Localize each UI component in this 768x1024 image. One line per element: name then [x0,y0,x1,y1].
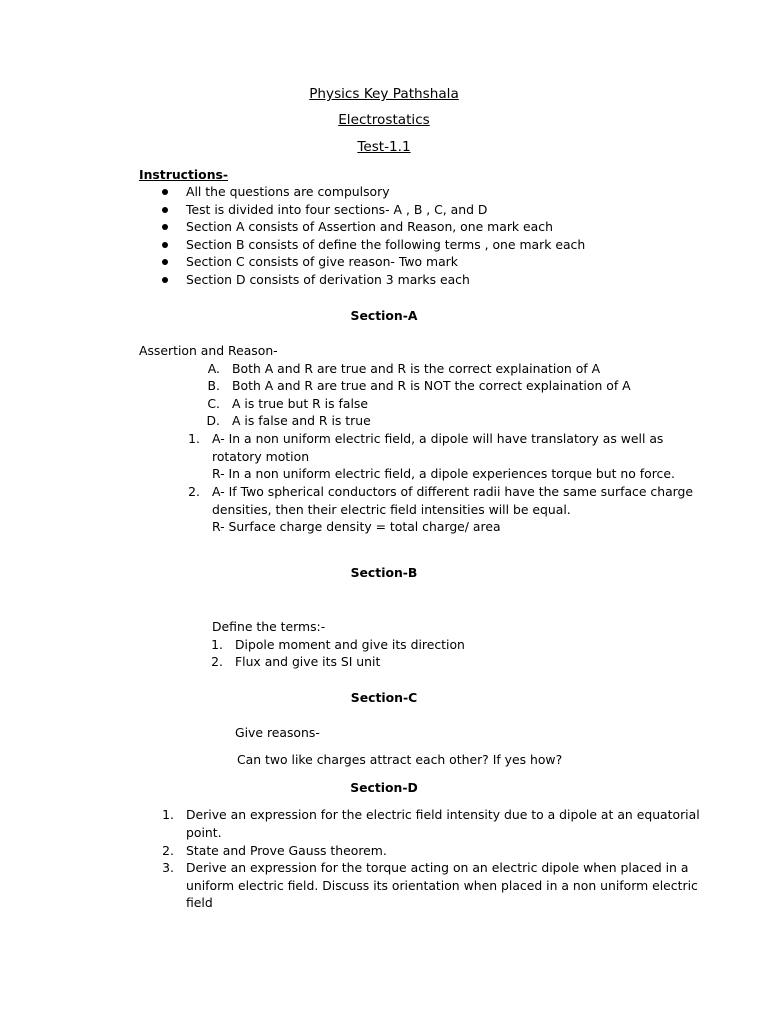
instruction-item: Section A consists of Assertion and Reason, one mark each [186,219,553,234]
assertion-text: A- In a non uniform electric field, a dipole will have translatory as well as [212,431,664,446]
bullet-icon [162,259,168,265]
instructions-heading: Instructions- [139,167,229,182]
define-terms-intro: Define the terms:- [212,619,326,634]
bullet-icon [162,207,168,213]
option-letter: C. [207,396,220,411]
instruction-item: Section B consists of define the following terms , one mark each [186,237,586,252]
document-subject: Electrostatics [338,112,430,128]
section-c-title: Section-C [350,690,418,705]
derivation-text: uniform electric field. Discuss its orientation when placed in a non uniform electric [186,878,698,893]
bullet-icon [162,277,168,283]
section-a-title: Section-A [350,308,418,323]
assertion-text-continued: rotatory motion [212,449,310,464]
section-b-title: Section-B [350,565,418,580]
test-number: Test-1.1 [357,139,411,155]
option-text: A is true but R is false [232,396,368,411]
derivation-text: Derive an expression for the torque acting on an electric dipole when placed in a [186,860,689,875]
question-number: 1. [162,807,174,822]
question-number: 2. [211,654,223,669]
option-letter: B. [207,378,220,393]
bullet-icon [162,224,168,230]
reason-text: R- Surface charge density = total charge/ area [212,519,501,534]
define-term-item: Dipole moment and give its direction [235,637,465,652]
define-term-item: Flux and give its SI unit [235,654,381,669]
bullet-icon [162,189,168,195]
option-text: Both A and R are true and R is NOT the correct explaination of A [232,378,631,393]
section-d-title: Section-D [350,780,418,795]
give-reasons-intro: Give reasons- [235,725,320,740]
question-number: 2. [162,843,174,858]
assertion-text: A- If Two spherical conductors of different radii have the same surface charge [212,484,694,499]
question-number: 1. [211,637,223,652]
instruction-item: Section D consists of derivation 3 marks each [186,272,470,287]
bullet-icon [162,242,168,248]
assertion-reason-intro: Assertion and Reason- [139,343,278,358]
instruction-item: Test is divided into four sections- A , B , C, and D [186,202,488,217]
reason-text: R- In a non uniform electric field, a dipole experiences torque but no force. [212,466,675,481]
derivation-text: field [186,895,213,910]
option-text: A is false and R is true [232,413,371,428]
option-letter: A. [207,361,220,376]
question-number: 3. [162,860,174,875]
instruction-item: All the questions are compulsory [186,184,390,199]
assertion-text-continued: densities, then their electric field intensities will be equal. [212,502,571,517]
reason-question: Can two like charges attract each other? If yes how? [237,752,563,767]
option-letter: D. [206,413,220,428]
document-title: Physics Key Pathshala [309,86,459,102]
instruction-item: Section C consists of give reason- Two mark [186,254,458,269]
derivation-text: State and Prove Gauss theorem. [186,843,387,858]
derivation-text: Derive an expression for the electric field intensity due to a dipole at an equatorial [186,807,700,822]
question-number: 2. [188,484,200,499]
option-text: Both A and R are true and R is the correct explaination of A [232,361,601,376]
question-number: 1. [188,431,200,446]
derivation-text: point. [186,825,222,840]
